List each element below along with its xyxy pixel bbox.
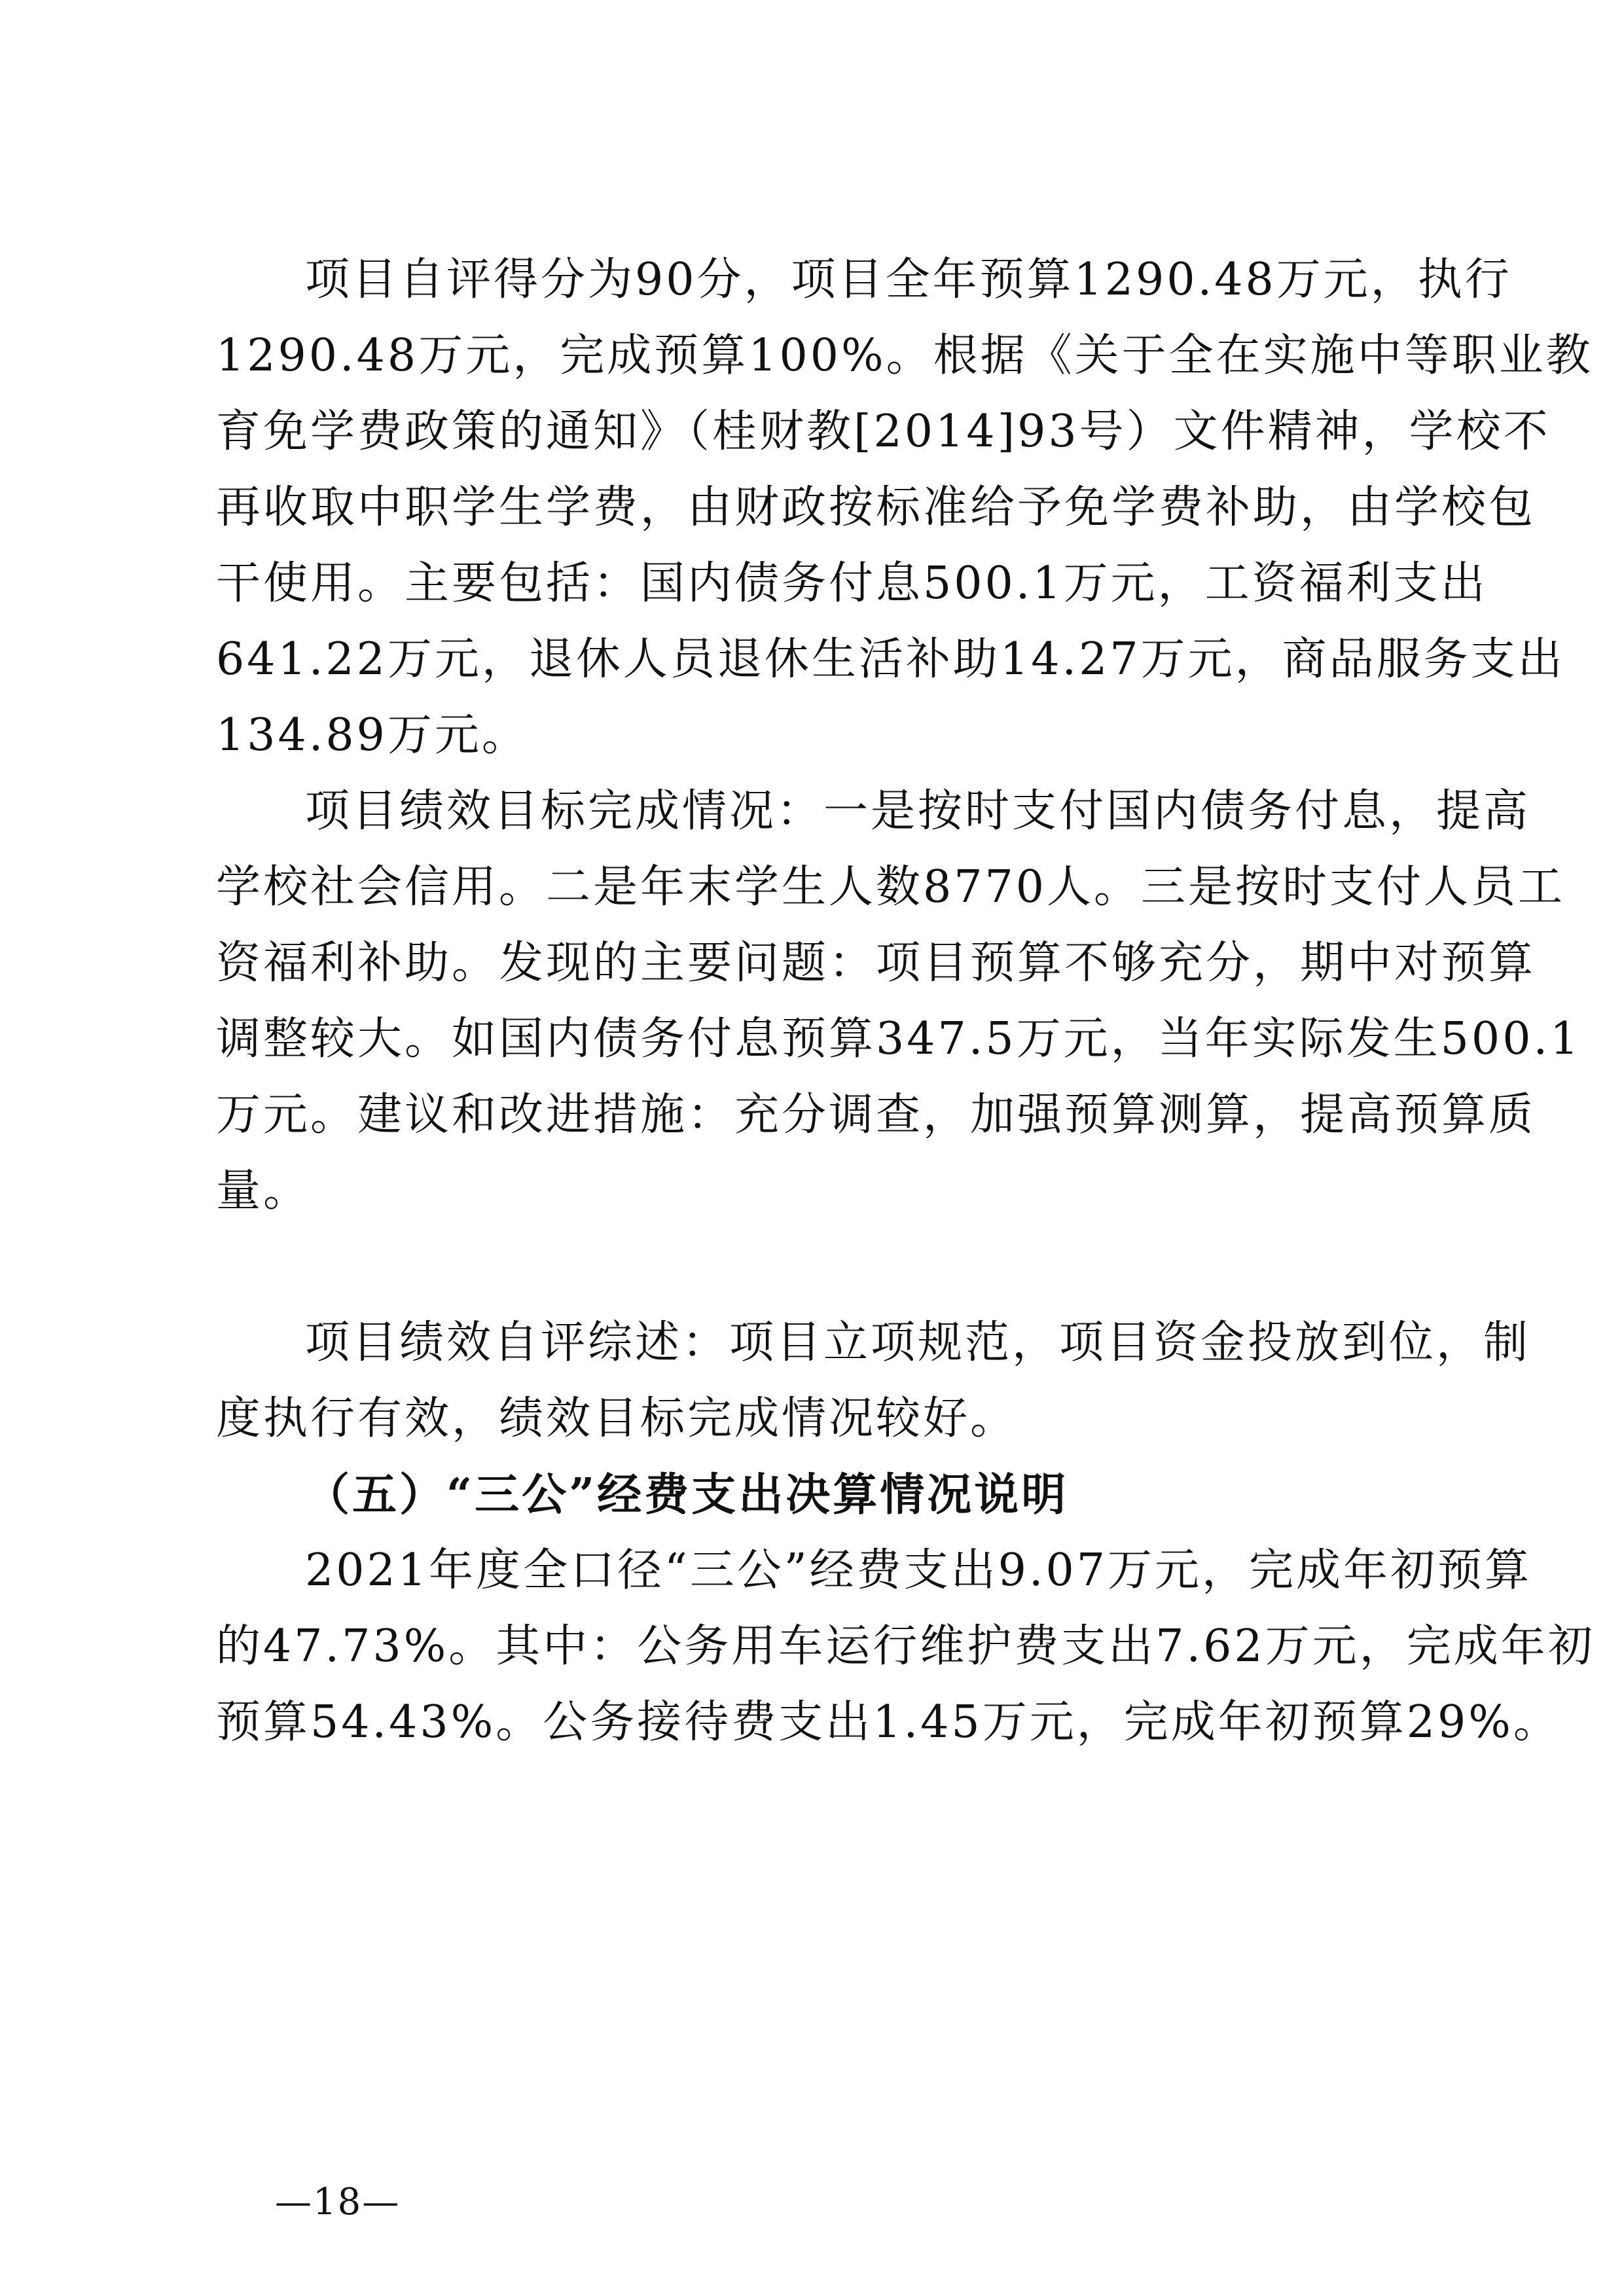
document-body [216, 242, 1595, 1761]
text-line: 学校社会信用。二是年末学生人数8770人。三是按时支付人员工 [216, 861, 1566, 913]
text-line: 项目自评得分为90分，项目全年预算1290.48万元，执行 [305, 254, 1512, 306]
section-heading-text: （五）“三公”经费支出决算情况说明 [305, 1469, 1069, 1521]
text-line: 641.22万元，退休人员退休生活补助14.27万元，商品服务支出 [216, 634, 1565, 685]
text-line: 度执行有效，绩效目标完成情况较好。 [216, 1393, 1018, 1444]
text-line: 134.89万元。 [216, 709, 529, 761]
text-line: 2021年度全口径“三公”经费支出9.07万元，完成年初预算 [305, 1545, 1532, 1596]
text-line [216, 1229, 1414, 1305]
text-line: 项目绩效目标完成情况：一是按时支付国内债务付息，提高 [305, 785, 1531, 837]
paragraph-performance-goals [216, 774, 1581, 1305]
text-line: 干使用。主要包括：国内债务付息500.1万元，工资福利支出 [216, 558, 1488, 609]
paragraph-project-self-evaluation [216, 242, 1593, 774]
paragraph-self-evaluation-summary [216, 1305, 1531, 1457]
page-number: —18— [275, 2181, 401, 2223]
section-heading [216, 1457, 1414, 1533]
text-line: 1290.48万元，完成预算100%。根据《关于全在实施中等职业教 [216, 330, 1593, 382]
text-line: 资福利补助。发现的主要问题：项目预算不够充分，期中对预算 [216, 937, 1536, 989]
text-line: 的47.73%。其中：公务用车运行维护费支出7.62万元，完成年初 [216, 1621, 1595, 1672]
text-line: 量。 [216, 1165, 311, 1217]
text-line: 预算54.43%。公务接待费支出1.45万元，完成年初预算29%。 [216, 1696, 1561, 1748]
paragraph-three-public-expenditure [216, 1533, 1595, 1761]
text-line: 调整较大。如国内债务付息预算347.5万元，当年实际发生500.1 [216, 1013, 1581, 1065]
text-line: 再收取中职学生学费，由财政按标准给予免学费补助，由学校包 [216, 482, 1536, 533]
text-line: 育免学费政策的通知》（桂财教[2014]93号）文件精神，学校不 [216, 406, 1551, 457]
text-line: 万元。建议和改进措施：充分调查，加强预算测算，提高预算质 [216, 1089, 1536, 1141]
text-line: 项目绩效自评综述：项目立项规范，项目资金投放到位，制 [305, 1317, 1531, 1369]
